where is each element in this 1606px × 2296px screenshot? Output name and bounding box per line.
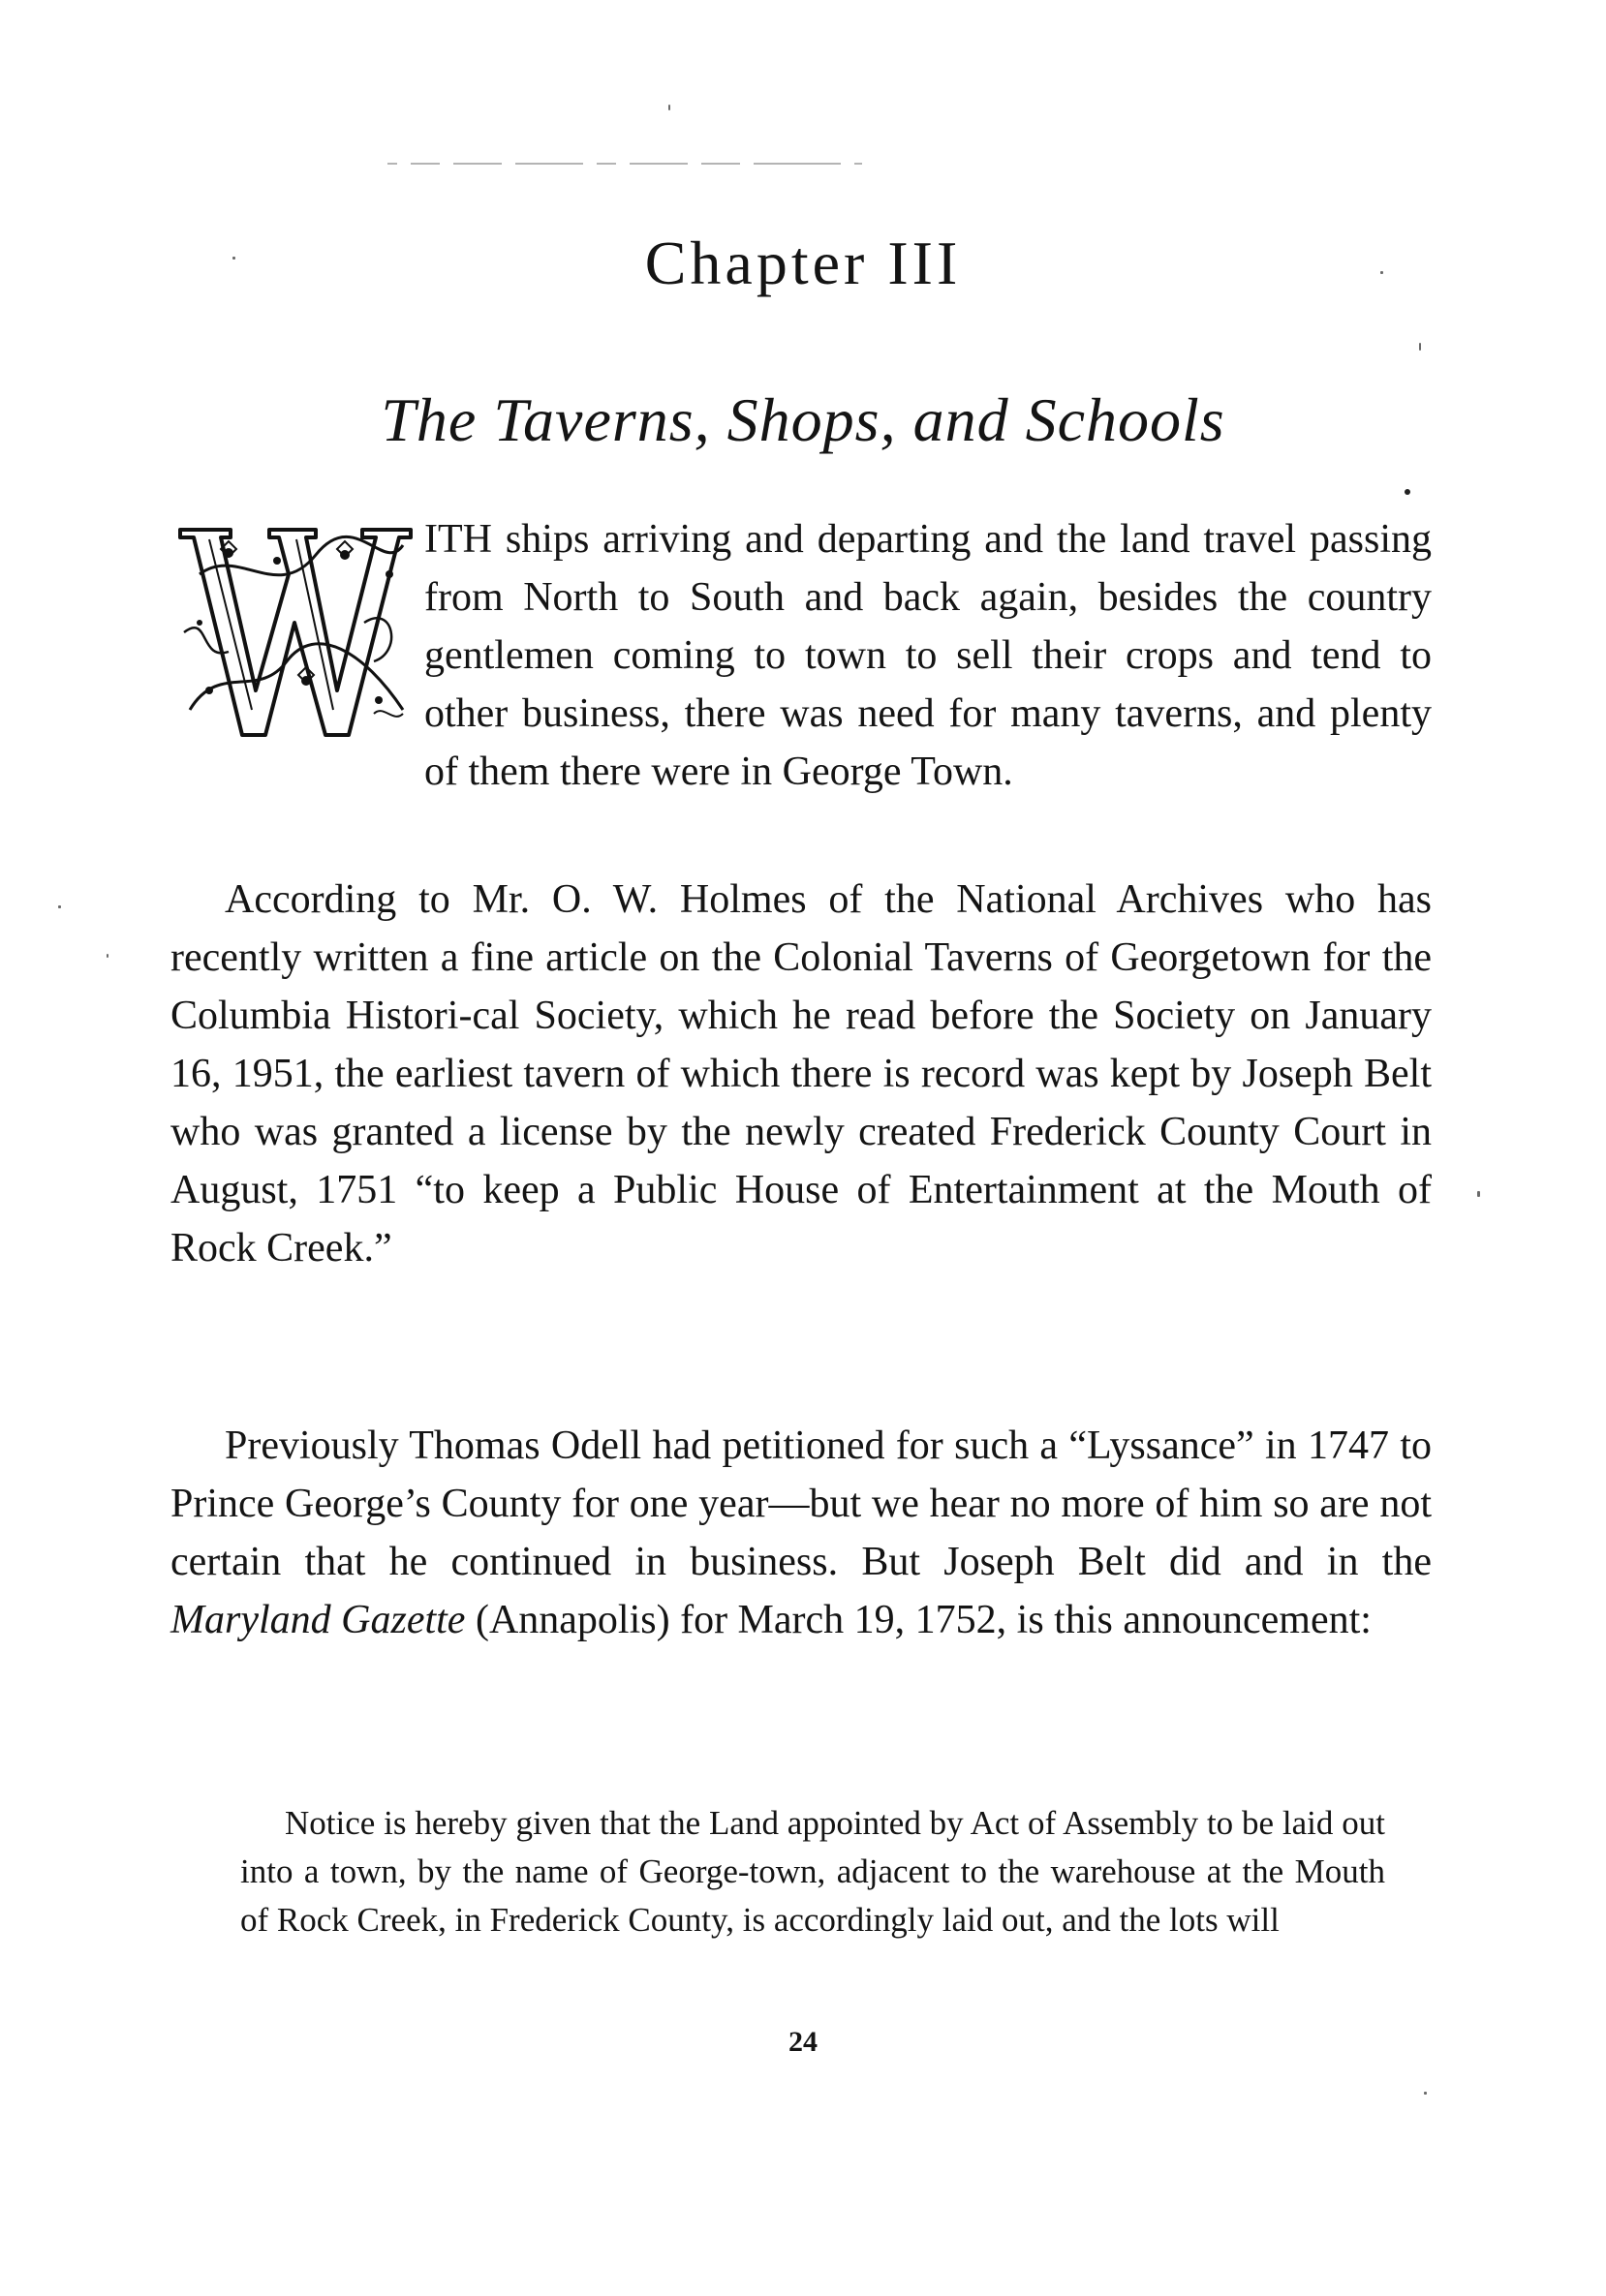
chapter-title: The Taverns, Shops, and Schools [381, 385, 1225, 454]
speckle [1405, 489, 1410, 495]
speckle [1477, 1191, 1480, 1197]
block-quote [240, 1799, 1385, 1944]
paragraph-holmes [170, 871, 1432, 1277]
block-quote-text: Notice is hereby given that the Land appointed by Act of Assembly to be laid out into a town, by the name of George-town, adjacent to the warehouse at the Mouth of Rock Creek, in Frederick County, is accordingly laid out, and the lots will [240, 1804, 1385, 1939]
ornamental-drop-cap-w-icon [170, 516, 415, 745]
paragraph-holmes-text: According to Mr. O. W. Holmes of the National Archives who has recently written a fine article on the Colonial Taverns of Georgetown for the Columbia Histori-cal Society, which he read before the Society on January 16, 1951, the earliest tavern of which there is record was kept by Joseph Belt who was granted a license by the newly created Frederick County Court in August, 1751 “to keep a Public House of Entertainment at the Mouth of Rock Creek.” [170, 877, 1432, 1270]
speckle [1424, 2092, 1427, 2095]
chapter-label: Chapter III [644, 229, 962, 297]
speckle [58, 905, 61, 908]
paragraph-odell [170, 1417, 1432, 1649]
newspaper-title-italic: Maryland Gazette [170, 1598, 466, 1642]
speckle [668, 105, 670, 110]
paragraph-opening [170, 510, 1432, 801]
paragraph-odell-text [170, 1417, 1432, 1649]
paragraph-odell-text-end: (Annapolis) for March 19, 1752, is this announcement: [465, 1598, 1372, 1642]
speckle [1419, 343, 1421, 351]
paragraph-opening-text: ITH ships arriving and departing and the land travel passing from North to South and back again, besides the country gentlemen coming to town to sell their crops and tend to other business, there was need for many taverns, and plenty of them there were in George Town. [424, 517, 1432, 794]
page-number: 24 [788, 2026, 818, 2058]
paragraph-odell-text-start: Previously Thomas Odell had petitioned for such a “Lyssance” in 1747 to Prince George’s County for one year—but we hear no more of him so are not certain that he continued in business. But Joseph Belt did and in the [170, 1424, 1432, 1584]
speckle [107, 954, 108, 958]
faded-running-head-bleedthrough [387, 136, 1124, 165]
